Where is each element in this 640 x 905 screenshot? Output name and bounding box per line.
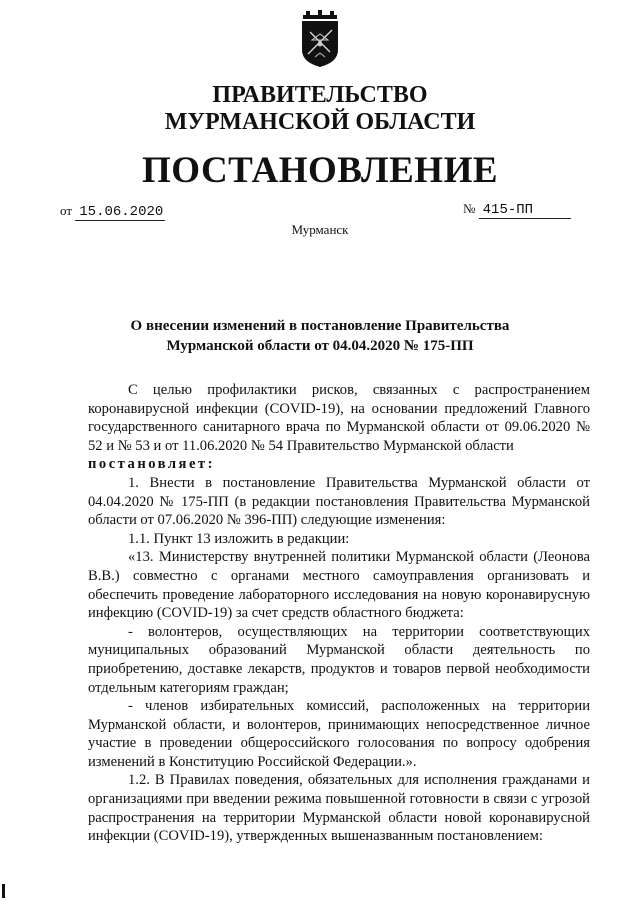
number-value: 415-ПП xyxy=(479,202,571,219)
org-line-2: МУРМАНСКОЙ ОБЛАСТИ xyxy=(164,109,476,135)
paragraph-item-1-1: 1.1. Пункт 13 изложить в редакции: xyxy=(128,530,350,547)
date-value: 15.06.2020 xyxy=(75,204,165,221)
organization-name xyxy=(0,82,640,136)
paragraph-point-13: «13. Министерству внутренней политики Мурманской области (Леонова В.В.) совместно с органами местного самоуправления организовать и обеспечить проведение лабораторного исследования на новую коронавирусную инфекцию (COVID-19) за счет средств областного бюджета: xyxy=(88,549,590,622)
org-line-1: ПРАВИТЕЛЬСТВО xyxy=(212,82,428,108)
document-date xyxy=(60,203,165,221)
heading-line-2: Мурманской области от 04.04.2020 № 175-ПП xyxy=(166,338,474,354)
document-heading xyxy=(100,316,540,356)
paragraph-commissions: - членов избирательных комиссий, расположенных на территории Мурманской области, и волонтеров, принимающих непосредственное личное участие в проведении общероссийского голосования по вопросу одобрения изменений в Конституцию Российской Федерации.». xyxy=(88,698,590,770)
city: Мурманск xyxy=(291,222,349,237)
decree-word-text: постановляет: xyxy=(88,456,215,473)
decree-word xyxy=(88,455,590,474)
document-number xyxy=(463,201,571,219)
paragraph-volunteers: - волонтеров, осуществляющих на территории соответствующих муниципальных образований Мурманской области деятельность по приобретению, доставке лекарств, продуктов и товаров первой необходимости отдельным категориям граждан; xyxy=(88,623,590,696)
document-body xyxy=(88,381,590,846)
paragraph-item-1: 1. Внести в постановление Правительства Мурманской области от 04.04.2020 № 175-ПП (в редакции постановления Правительства Мурманской области от 07.06.2020 № 396-ПП) следующие изменения: xyxy=(88,474,590,529)
number-prefix: № xyxy=(463,201,476,216)
paragraph-item-1-2: 1.2. В Правилах поведения, обязательных для исполнения гражданами и организациями при введении режима повышенной готовности в связи с угрозой распространения на территории Мурманской области новой коронавирусной инфекции (COVID-19), утвержденных вышеназванным постановлением: xyxy=(88,772,590,845)
heading-line-1: О внесении изменений в постановление Правительства xyxy=(130,318,510,334)
coat-of-arms-icon xyxy=(298,10,342,68)
date-prefix: от xyxy=(60,203,73,218)
scan-mark xyxy=(2,884,5,898)
document-type: ПОСТАНОВЛЕНИЕ xyxy=(141,150,499,191)
paragraph-preamble: С целью профилактики рисков, связанных с распространением коронавирусной инфекции (COVID-19), на основании предложений Главного государственного санитарного врача по Мурманской области от 09.06.2020 № 52 и № 53 и от 11.06.2020 № 54 Правительство Мурманской области xyxy=(88,382,590,454)
